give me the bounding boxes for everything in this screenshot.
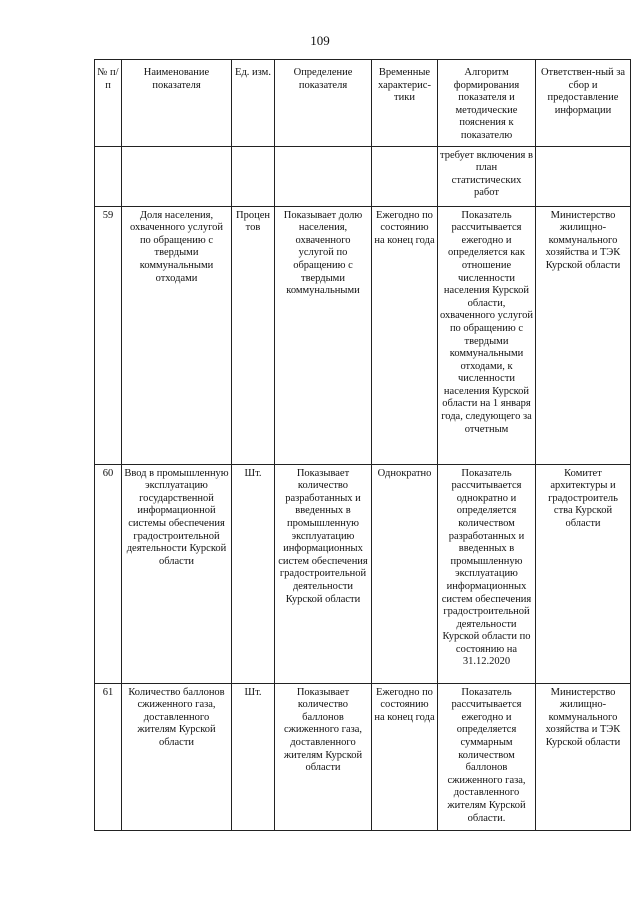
indicator-name: Доля населения, охваченного услугой по обращению с твердыми коммунальными отходами — [122, 206, 232, 464]
page-number: 109 — [310, 33, 330, 48]
responsible-party: Министерство жилищно-коммунального хозяйства и ТЭК Курской области — [536, 683, 631, 830]
table-row — [95, 683, 631, 830]
indicator-definition: Показывает количество баллонов сжиженного газа, доставленного жителям Курской области — [275, 683, 372, 830]
header-algorithm: Алгоритм формирования показателя и методические пояснения к показателю — [438, 60, 536, 147]
indicator-definition: Показывает долю населения, охваченного услугой по обращению с твердыми коммунальными — [275, 206, 372, 464]
header-timing: Временные характерис-тики — [372, 60, 438, 147]
continuation-text: требует включения в план статистических работ — [438, 146, 536, 206]
row-number: 59 — [95, 206, 122, 464]
responsible-party: Министерство жилищно-коммунального хозяйства и ТЭК Курской области — [536, 206, 631, 464]
indicators-table — [94, 59, 631, 831]
table-row — [95, 464, 631, 683]
table-row — [95, 206, 631, 464]
header-name: Наименование показателя — [122, 60, 232, 147]
calculation-algorithm: Показатель рассчитывается однократно и определяется количеством разработанных и введенных в промышленную эксплуатацию информационных систем обеспечения градостроительной деятельности Курской области по состоянию на 31.12.2020 — [438, 464, 536, 683]
calculation-algorithm: Показатель рассчитывается ежегодно и определяется как отношение численности населения Курской области, охваченного услугой по обращению с твердыми коммунальными отходами, к численности населения Курской области на 1 января года, следующего за отчетным — [438, 206, 536, 464]
unit-of-measure: Шт. — [232, 464, 275, 683]
continuation-row — [95, 146, 631, 206]
calculation-algorithm: Показатель рассчитывается ежегодно и определяется суммарным количеством баллонов сжиженного газа, доставленного жителям Курской области. — [438, 683, 536, 830]
table-header-row — [95, 60, 631, 147]
unit-of-measure: Процен тов — [232, 206, 275, 464]
row-number: 61 — [95, 683, 122, 830]
row-number: 60 — [95, 464, 122, 683]
time-characteristics: Ежегодно по состоянию на конец года — [372, 206, 438, 464]
indicator-name: Ввод в промышленную эксплуатацию государственной информационной системы обеспечения градостроительной деятельности Курской области — [122, 464, 232, 683]
indicator-definition: Показывает количество разработанных и введенных в промышленную эксплуатацию информационных систем обеспечения градостроительной деятельности Курской области — [275, 464, 372, 683]
header-unit: Ед. изм. — [232, 60, 275, 147]
header-definition: Определение показателя — [275, 60, 372, 147]
header-num: № п/п — [95, 60, 122, 147]
time-characteristics: Однократно — [372, 464, 438, 683]
unit-of-measure: Шт. — [232, 683, 275, 830]
time-characteristics: Ежегодно по состоянию на конец года — [372, 683, 438, 830]
indicator-name: Количество баллонов сжиженного газа, доставленного жителям Курской области — [122, 683, 232, 830]
responsible-party: Комитет архитектуры и градостроитель ства Курской области — [536, 464, 631, 683]
header-responsible: Ответствен-ный за сбор и предоставление информации — [536, 60, 631, 147]
